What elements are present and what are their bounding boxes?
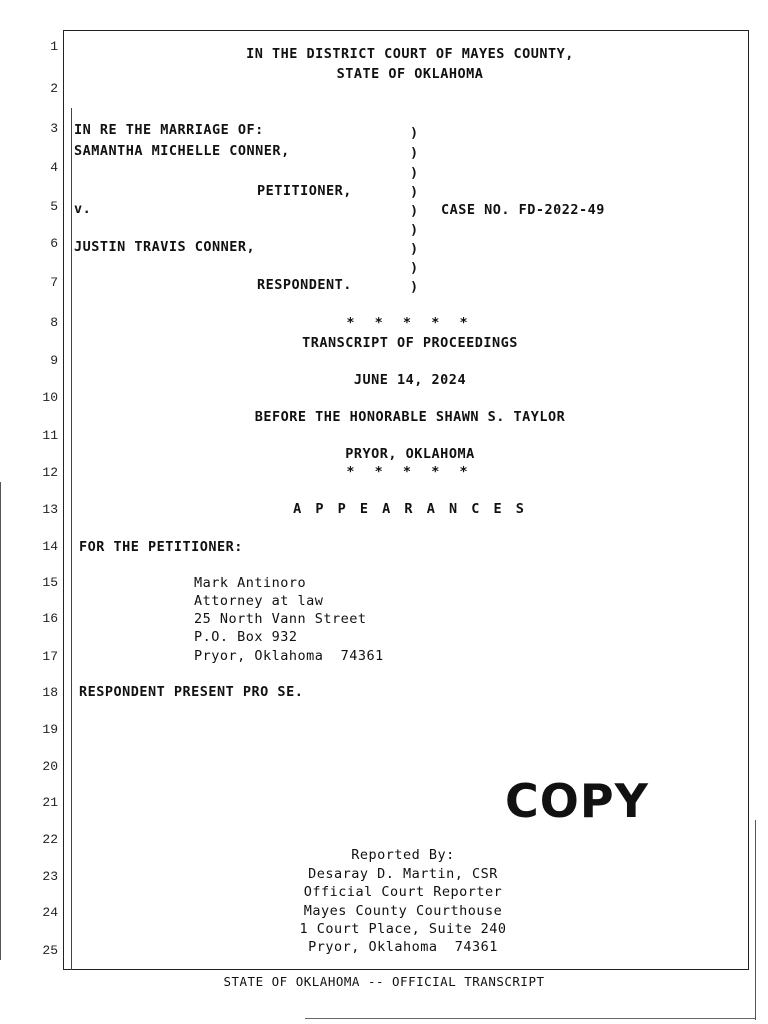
scan-edge-right	[755, 820, 756, 1020]
caption-paren: )	[410, 165, 419, 181]
line-number: 7	[50, 275, 58, 290]
page-footer: STATE OF OKLAHOMA -- OFFICIAL TRANSCRIPT	[223, 974, 545, 989]
caption-paren: )	[410, 184, 419, 200]
line-number: 12	[42, 465, 58, 480]
reporter-address: 1 Court Place, Suite 240	[299, 921, 507, 937]
caption-paren: )	[410, 260, 419, 276]
respondent-name: JUSTIN TRAVIS CONNER,	[74, 239, 256, 255]
line-number: 15	[42, 575, 58, 590]
line-number: 20	[42, 759, 58, 774]
petitioner-heading: FOR THE PETITIONER:	[79, 539, 243, 555]
line-number: 17	[42, 649, 58, 664]
line-number: 23	[42, 869, 58, 884]
attorney-name: Mark Antinoro	[194, 575, 307, 591]
reporter-building: Mayes County Courthouse	[303, 903, 503, 919]
in-re-line: IN RE THE MARRIAGE OF:	[74, 122, 264, 138]
reporter-heading: Reported By:	[351, 847, 455, 863]
line-number: 11	[42, 428, 58, 443]
attorney-city: Pryor, Oklahoma 74361	[194, 648, 384, 664]
scan-edge-left	[0, 482, 1, 960]
margin-rule	[71, 108, 72, 970]
line-number: 14	[42, 539, 58, 554]
line-number: 2	[50, 81, 58, 96]
caption-paren: )	[410, 125, 419, 141]
line-number: 5	[50, 199, 58, 214]
caption-paren: )	[410, 145, 419, 161]
reporter-title: Official Court Reporter	[303, 884, 503, 900]
line-number: 24	[42, 905, 58, 920]
petitioner-name: SAMANTHA MICHELLE CONNER,	[74, 143, 290, 159]
versus: v.	[74, 201, 92, 217]
location: PRYOR, OKLAHOMA	[345, 446, 475, 462]
line-number: 10	[42, 390, 58, 405]
petitioner-label: PETITIONER,	[257, 183, 352, 199]
caption-paren: )	[410, 222, 419, 238]
line-number: 8	[50, 315, 58, 330]
appearances-heading: A P P E A R A N C E S	[293, 501, 527, 517]
line-number: 9	[50, 353, 58, 368]
case-number: CASE NO. FD-2022-49	[441, 202, 605, 218]
hearing-date: JUNE 14, 2024	[353, 372, 467, 388]
line-number: 4	[50, 160, 58, 175]
court-state: STATE OF OKLAHOMA	[336, 66, 484, 82]
line-number: 6	[50, 236, 58, 251]
line-number: 19	[42, 722, 58, 737]
line-number: 25	[42, 943, 58, 958]
respondent-pro-se: RESPONDENT PRESENT PRO SE.	[79, 684, 304, 700]
divider-stars: * * * * *	[346, 464, 474, 480]
reporter-city: Pryor, Oklahoma 74361	[308, 939, 498, 955]
court-name: IN THE DISTRICT COURT OF MAYES COUNTY,	[246, 46, 574, 62]
attorney-po-box: P.O. Box 932	[194, 629, 298, 645]
caption-paren: )	[410, 241, 419, 257]
document-title: TRANSCRIPT OF PROCEEDINGS	[302, 335, 518, 351]
caption-paren: )	[410, 203, 419, 219]
scan-edge-bottom	[305, 1018, 755, 1019]
reporter-name: Desaray D. Martin, CSR	[308, 866, 498, 882]
divider-stars: * * * * *	[346, 315, 474, 331]
copy-stamp: COPY	[505, 774, 649, 828]
caption-paren: )	[410, 279, 419, 295]
judge-line: BEFORE THE HONORABLE SHAWN S. TAYLOR	[254, 409, 566, 425]
line-number: 3	[50, 121, 58, 136]
transcript-border	[63, 30, 749, 970]
attorney-street: 25 North Vann Street	[194, 611, 367, 627]
attorney-title: Attorney at law	[194, 593, 324, 609]
line-number: 18	[42, 685, 58, 700]
line-number: 1	[50, 39, 58, 54]
line-number: 16	[42, 611, 58, 626]
line-number: 13	[42, 502, 58, 517]
line-number: 21	[42, 795, 58, 810]
respondent-label: RESPONDENT.	[257, 277, 352, 293]
line-number: 22	[42, 832, 58, 847]
